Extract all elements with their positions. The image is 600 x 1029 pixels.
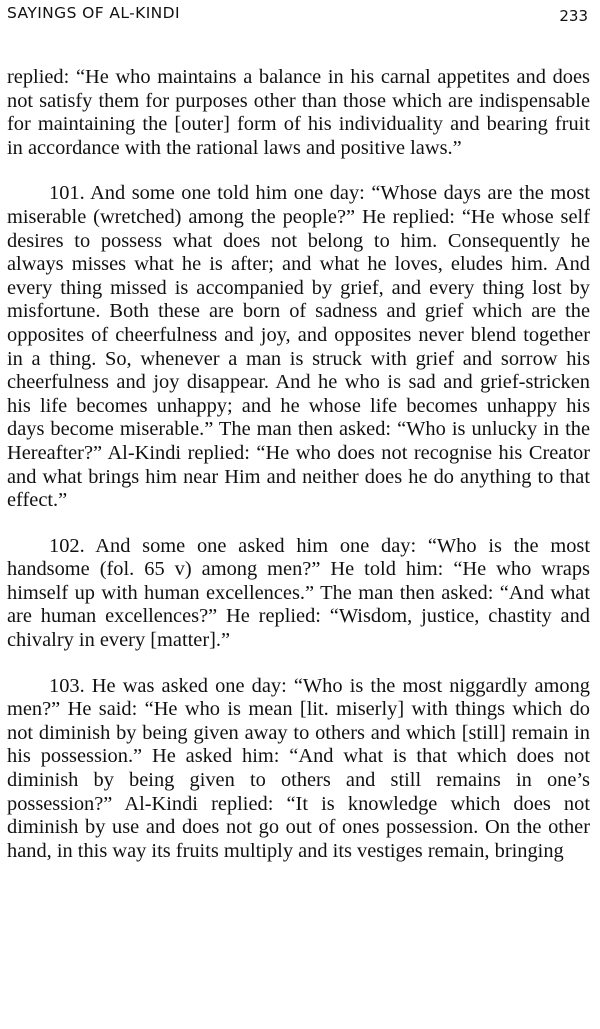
running-head bbox=[7, 0, 592, 40]
page-number: 233 bbox=[559, 7, 588, 25]
running-title: SAYINGS OF AL-KINDI bbox=[7, 4, 180, 22]
body-text bbox=[7, 66, 590, 863]
paragraph-saying-101: 101. And some one told him one day: “Whose days are the most miserable (wretched) among the people?” He replied: “He whose self desires to possess what does not belong to him. Consequently he always misses what he is after; and what he loves, eludes him. And every thing missed is accompanied by grief, and every thing lost by misfortune. Both these are born of sadness and grief which are the opposites of cheerfulness and joy, and opposites never blend together in a thing. So, whenever a man is struck with grief and sorrow his cheerfulness and joy disappear. And he who is sad and grief-stricken his life becomes unhappy; and he whose life becomes unhappy his days become miserable.” The man then asked: “Who is unlucky in the Hereafter?” Al-Kindi replied: “He who does not recognise his Creator and what brings him near Him and neither does he do anything to that effect.” bbox=[7, 182, 590, 512]
paragraph-saying-103: 103. He was asked one day: “Who is the most niggardly among men?” He said: “He who is mean [lit. miserly] with things which do not diminish by being given away to others and which [still] remain in his possession.” He asked him: “And what is that which does not diminish by being given to others and still remains in one’s possession?” Al-Kindi replied: “It is knowledge which does not diminish by use and does not go out of ones possession. On the other hand, in this way its fruits multiply and its vestiges remain, bringing bbox=[7, 674, 590, 862]
paragraph-saying-102: 102. And some one asked him one day: “Who is the most handsome (fol. 65 v) among men?” He told him: “He who wraps himself up with human excellences.” The man then asked: “And what are human excellences?” He replied: “Wisdom, justice, chastity and chivalry in every [matter].” bbox=[7, 534, 590, 652]
paragraph-continuation: replied: “He who maintains a balance in his carnal appetites and does not satisfy them for purposes other than those which are indispensable for maintaining the [outer] form of his individuality and bearing fruit in accordance with the rational laws and positive laws.” bbox=[7, 66, 590, 159]
